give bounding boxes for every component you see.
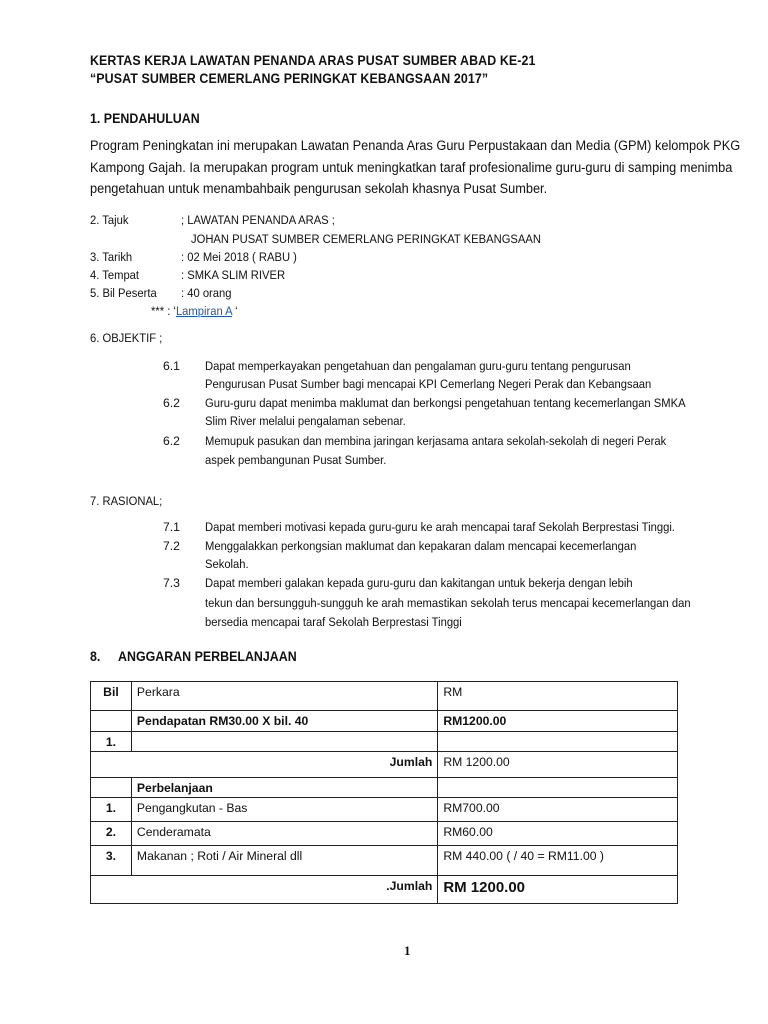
rasional-line: tekun dan bersungguh-sungguh ke arah memastikan sekolah terus mencapai kecemerlangan dan xyxy=(205,596,691,610)
rasional-line: Menggalakkan perkongsian maklumat dan kepakaran dalam mencapai kecemerlangan xyxy=(205,539,637,553)
item-bil: 2. xyxy=(91,822,132,846)
item-perkara: Makanan ; Roti / Air Mineral dll xyxy=(131,846,437,876)
lampiran-link[interactable]: Lampiran A xyxy=(175,304,233,318)
tempat-label: 4. Tempat xyxy=(90,268,140,282)
perbelanjaan-label: Perbelanjaan xyxy=(131,778,437,798)
peserta-label: 5. Bil Peserta xyxy=(90,286,157,300)
item-bil: 3. xyxy=(91,846,132,876)
header-bil: Bil xyxy=(91,682,132,711)
tarikh-label: 3. Tarikh xyxy=(90,250,133,264)
objektif-line: Pengurusan Pusat Sumber bagi mencapai KPI Cemerlang Negeri Perak dan Kebangsaan xyxy=(205,377,652,391)
table-row xyxy=(91,846,678,876)
rasional-line: Dapat memberi motivasi kepada guru-guru ke arah mencapai taraf Sekolah Berprestasi Tinggi. xyxy=(205,520,675,534)
total-label: .Jumlah xyxy=(91,876,438,904)
tarikh-value: : 02 Mei 2018 ( RABU ) xyxy=(181,250,297,264)
jumlah-label: Jumlah xyxy=(91,752,438,778)
objektif-num: 6.2 xyxy=(163,434,180,448)
objektif-line: aspek pembangunan Pusat Sumber. xyxy=(205,453,387,467)
objektif-line: Dapat memperkayakan pengetahuan dan pengalaman guru-guru tentang pengurusan xyxy=(205,359,631,373)
title-line-2: “PUSAT SUMBER CEMERLANG PERINGKAT KEBANGSAAN 2017” xyxy=(90,71,489,86)
objektif-num: 6.1 xyxy=(163,359,180,373)
row-bil: 1. xyxy=(91,732,132,752)
pendapatan-value: RM1200.00 xyxy=(438,711,678,732)
paragraph-line: Program Peningkatan ini merupakan Lawatan Penanda Aras Guru Perpustakaan dan Media (GPM) kelompok PKG xyxy=(90,138,741,154)
table-row xyxy=(91,778,678,798)
rasional-heading: 7. RASIONAL; xyxy=(90,494,163,508)
tajuk-label: 2. Tajuk xyxy=(90,213,129,227)
table-row xyxy=(91,822,678,846)
table-row xyxy=(91,752,678,778)
budget-table xyxy=(90,681,678,904)
tajuk-value-2: JOHAN PUSAT SUMBER CEMERLANG PERINGKAT KEBANGSAAN xyxy=(191,232,541,246)
table-header-row xyxy=(91,682,678,711)
lampiran-note xyxy=(151,304,238,318)
table-row xyxy=(91,798,678,822)
item-perkara: Pengangkutan - Bas xyxy=(131,798,437,822)
note-suffix: ‘ xyxy=(232,304,238,318)
introduction-paragraph xyxy=(90,136,741,201)
table-row xyxy=(91,711,678,732)
objektif-heading: 6. OBJEKTIF ; xyxy=(90,331,163,345)
section-1-heading: 1. PENDAHULUAN xyxy=(90,111,200,126)
total-value: RM 1200.00 xyxy=(438,876,678,904)
objektif-num: 6.2 xyxy=(163,396,180,410)
peserta-value: : 40 orang xyxy=(181,286,232,300)
jumlah-value: RM 1200.00 xyxy=(438,752,678,778)
item-bil: 1. xyxy=(91,798,132,822)
budget-heading: ANGGARAN PERBELANJAAN xyxy=(118,649,297,664)
objektif-line: Memupuk pasukan dan membina jaringan kerjasama antara sekolah-sekolah di negeri Perak xyxy=(205,434,667,448)
title-line-1: KERTAS KERJA LAWATAN PENANDA ARAS PUSAT SUMBER ABAD KE-21 xyxy=(90,53,536,68)
item-perkara: Cenderamata xyxy=(131,822,437,846)
objektif-line: Slim River melalui pengalaman sebenar. xyxy=(205,414,406,428)
header-perkara: Perkara xyxy=(131,682,437,711)
note-prefix: *** : ‘ xyxy=(151,304,176,318)
tempat-value: : SMKA SLIM RIVER xyxy=(181,268,286,282)
budget-heading-number: 8. xyxy=(90,649,101,664)
rasional-num: 7.1 xyxy=(163,520,180,534)
tajuk-value: ; LAWATAN PENANDA ARAS ; xyxy=(181,213,335,227)
objektif-line: Guru-guru dapat menimba maklumat dan berkongsi pengetahuan tentang kecemerlangan SMKA xyxy=(205,396,686,410)
rasional-line: Dapat memberi galakan kepada guru-guru dan kakitangan untuk bekerja dengan lebih xyxy=(205,576,633,590)
rasional-line: Sekolah. xyxy=(205,557,249,571)
item-rm: RM60.00 xyxy=(438,822,678,846)
paragraph-line: pengetahuan untuk menambahbaik pengurusan sekolah khasnya Pusat Sumber. xyxy=(90,181,548,197)
paragraph-line: Kampong Gajah. Ia merupakan program untuk meningkatkan taraf profesionalime guru-guru di samping menimba xyxy=(90,159,733,176)
rasional-num: 7.2 xyxy=(163,539,180,553)
pendapatan-label: Pendapatan RM30.00 X bil. 40 xyxy=(131,711,437,732)
rasional-line: bersedia mencapai taraf Sekolah Berprestasi Tinggi xyxy=(205,615,462,629)
page-number: 1 xyxy=(404,943,411,958)
table-row xyxy=(91,732,678,752)
item-rm: RM700.00 xyxy=(438,798,678,822)
header-rm: RM xyxy=(438,682,678,711)
item-rm: RM 440.00 ( / 40 = RM11.00 ) xyxy=(438,846,678,876)
rasional-num: 7.3 xyxy=(163,576,180,590)
table-total-row xyxy=(91,876,678,904)
